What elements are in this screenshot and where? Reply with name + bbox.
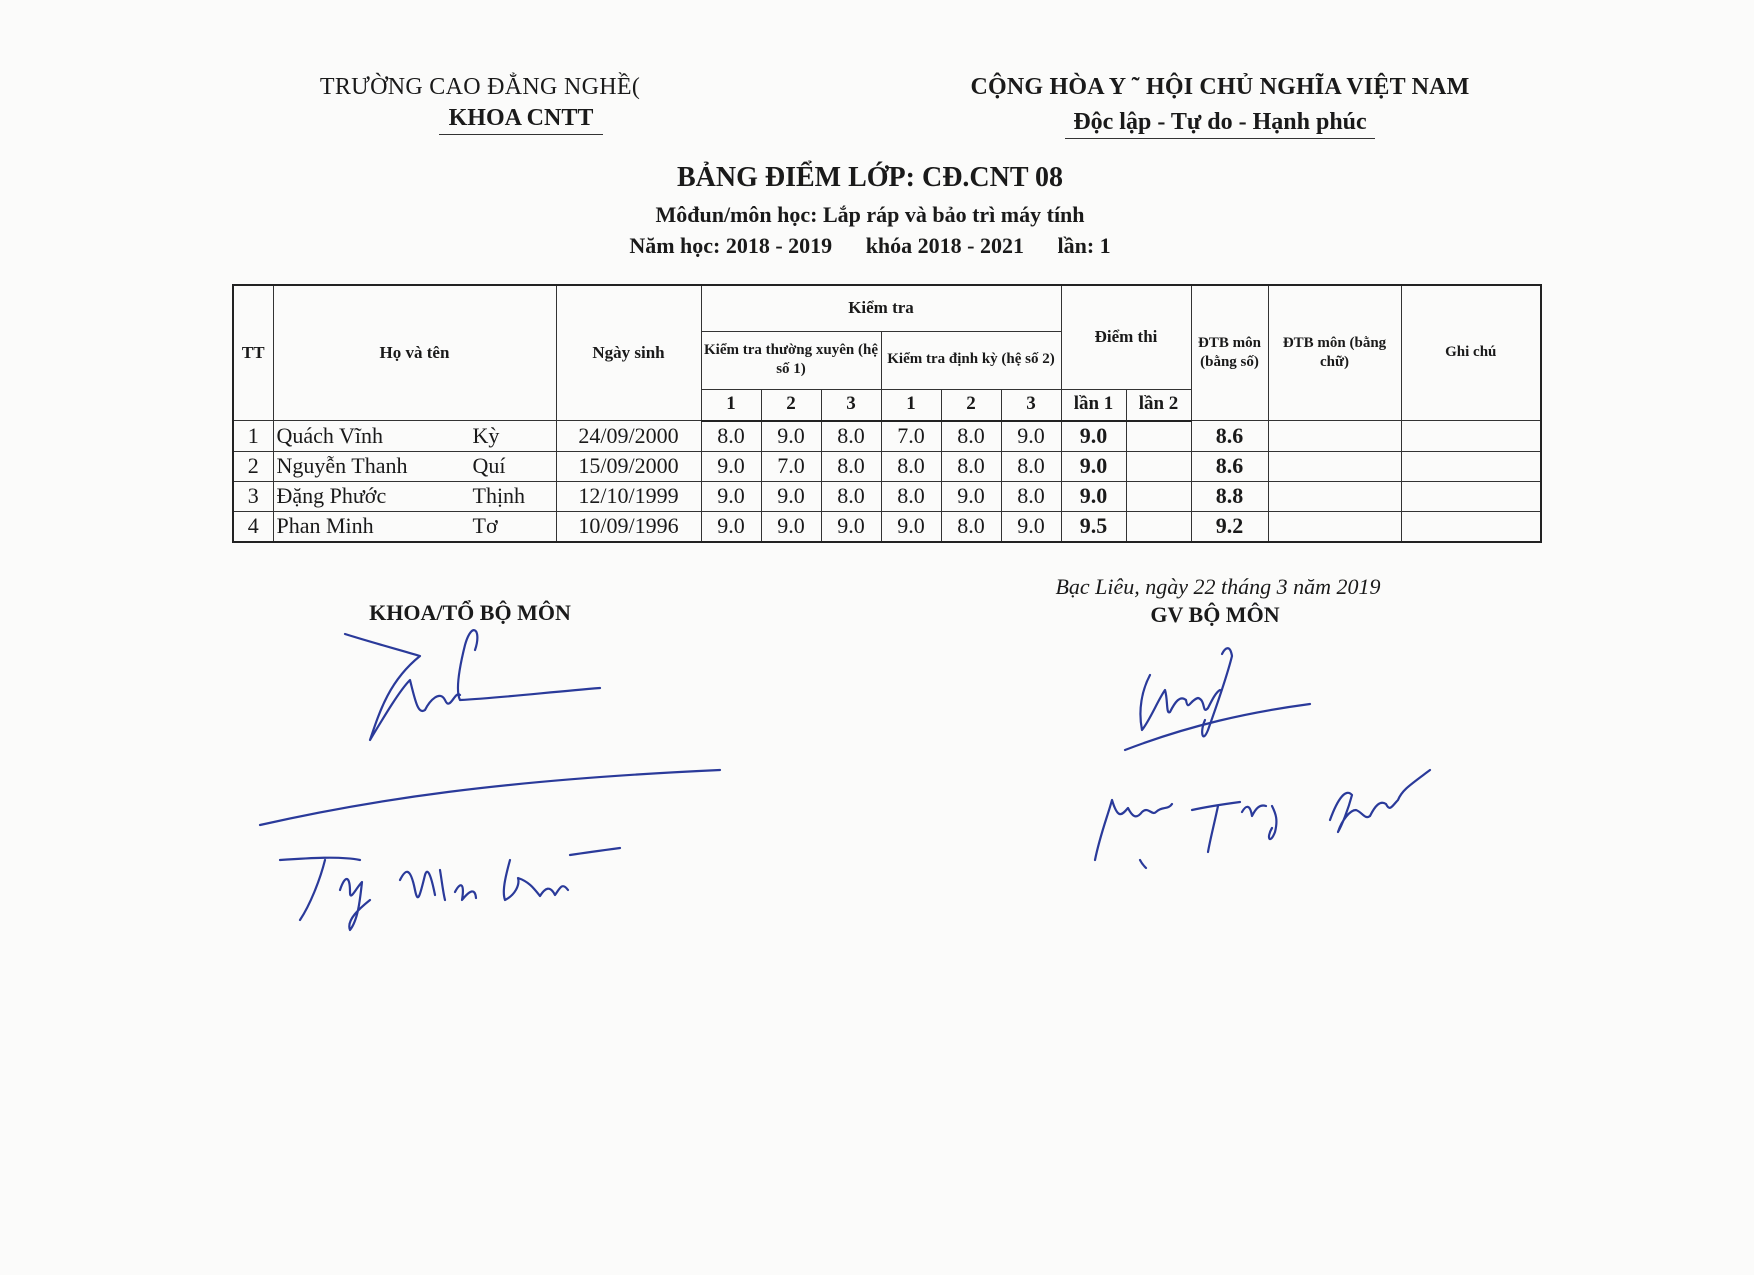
cell-tt: 4 xyxy=(233,511,273,542)
attempt-number: lần: 1 xyxy=(1057,233,1111,258)
school-year: Năm học: 2018 - 2019 xyxy=(629,233,833,258)
cell-dob: 10/09/1996 xyxy=(556,511,701,542)
cell-exam-2 xyxy=(1126,481,1191,511)
cell-periodic-1: 9.0 xyxy=(881,511,941,542)
header-tests: Kiểm tra xyxy=(701,285,1061,331)
cell-periodic-2: 8.0 xyxy=(941,451,1001,481)
cell-last-name: Quí xyxy=(472,453,506,478)
right-signature-title: GV BỘ MÔN xyxy=(1150,602,1280,627)
cell-regular-2: 7.0 xyxy=(761,451,821,481)
cell-exam-2 xyxy=(1126,511,1191,542)
cell-regular-2: 9.0 xyxy=(761,511,821,542)
cell-regular-3: 8.0 xyxy=(821,451,881,481)
school-header xyxy=(300,74,660,135)
header-regular-1: 1 xyxy=(701,389,761,421)
cell-tt: 2 xyxy=(233,451,273,481)
header-periodic-3: 3 xyxy=(1001,389,1061,421)
cell-periodic-3: 9.0 xyxy=(1001,511,1061,542)
cell-dob: 24/09/2000 xyxy=(556,421,701,452)
cell-note xyxy=(1401,451,1541,481)
left-signature xyxy=(250,620,730,940)
cell-avg-text xyxy=(1268,421,1401,452)
cell-note xyxy=(1401,511,1541,542)
table-row xyxy=(233,511,1541,542)
cell-periodic-2: 8.0 xyxy=(941,511,1001,542)
cell-exam-1: 9.5 xyxy=(1061,511,1126,542)
cell-exam-1: 9.0 xyxy=(1061,481,1126,511)
cell-first-name: Đặng Phước xyxy=(276,483,387,508)
cell-exam-1: 9.0 xyxy=(1061,451,1126,481)
department-name: KHOA CNTT xyxy=(439,105,604,135)
header-periodic-tests: Kiểm tra định kỳ (hệ số 2) xyxy=(881,331,1061,389)
document-title: BẢNG ĐIỂM LỚP: CĐ.CNT 08 xyxy=(676,162,1064,193)
cell-name xyxy=(273,451,556,481)
header-periodic-2: 2 xyxy=(941,389,1001,421)
cell-exam-2 xyxy=(1126,421,1191,452)
cell-last-name: Thịnh xyxy=(472,483,526,508)
cell-regular-3: 8.0 xyxy=(821,421,881,452)
header-tt: TT xyxy=(233,285,273,421)
right-signature xyxy=(1080,620,1480,890)
header-dob: Ngày sinh xyxy=(556,285,701,421)
table-row xyxy=(233,421,1541,452)
cell-name xyxy=(273,481,556,511)
cell-regular-3: 9.0 xyxy=(821,511,881,542)
cell-avg-number: 8.6 xyxy=(1191,421,1268,452)
grade-table xyxy=(232,284,1542,543)
school-name: TRƯỜNG CAO ĐẲNG NGHỀ( xyxy=(319,74,641,100)
cell-first-name: Quách Vĩnh xyxy=(276,422,384,448)
cell-note xyxy=(1401,421,1541,452)
cell-periodic-1: 8.0 xyxy=(881,481,941,511)
cell-periodic-1: 7.0 xyxy=(881,421,941,452)
cell-last-name: Kỳ xyxy=(472,422,500,448)
cell-periodic-2: 9.0 xyxy=(941,481,1001,511)
cell-regular-2: 9.0 xyxy=(761,481,821,511)
left-signature-title: KHOA/TỔ BỘ MÔN xyxy=(369,600,571,625)
table-row xyxy=(233,451,1541,481)
cell-regular-1: 9.0 xyxy=(701,481,761,511)
cell-avg-text xyxy=(1268,481,1401,511)
cell-name xyxy=(273,511,556,542)
header-regular-2: 2 xyxy=(761,389,821,421)
cell-periodic-1: 8.0 xyxy=(881,451,941,481)
cell-avg-number: 9.2 xyxy=(1191,511,1268,542)
document-year-line xyxy=(400,233,1340,259)
cell-avg-text xyxy=(1268,451,1401,481)
cell-avg-number: 8.6 xyxy=(1191,451,1268,481)
course-years: khóa 2018 - 2021 xyxy=(865,233,1024,258)
cell-regular-3: 8.0 xyxy=(821,481,881,511)
cell-dob: 15/09/2000 xyxy=(556,451,701,481)
header-note: Ghi chú xyxy=(1401,285,1541,421)
cell-periodic-2: 8.0 xyxy=(941,421,1001,452)
cell-exam-1: 9.0 xyxy=(1061,421,1126,452)
nation-title: CỘNG HÒA Y ˜ HỘI CHỦ NGHĨA VIỆT NAM xyxy=(970,74,1470,100)
cell-last-name: Tơ xyxy=(472,513,498,538)
cell-first-name: Nguyễn Thanh xyxy=(276,453,408,478)
header-avg-text: ĐTB môn (bằng chữ) xyxy=(1268,285,1401,421)
document-subject: Môđun/môn học: Lắp ráp và bảo trì máy tính xyxy=(655,202,1085,227)
cell-regular-1: 8.0 xyxy=(701,421,761,452)
national-motto: Độc lập - Tự do - Hạnh phúc xyxy=(1065,109,1374,139)
header-periodic-1: 1 xyxy=(881,389,941,421)
header-name: Họ và tên xyxy=(273,285,556,421)
cell-avg-text xyxy=(1268,511,1401,542)
header-regular-tests: Kiểm tra thường xuyên (hệ số 1) xyxy=(701,331,881,389)
sign-date-line: Bạc Liêu, ngày 22 tháng 3 năm 2019 xyxy=(1055,574,1381,599)
cell-tt: 3 xyxy=(233,481,273,511)
cell-name xyxy=(273,421,556,452)
header-exam-attempt-2: lần 2 xyxy=(1126,389,1191,421)
header-exam-attempt-1: lần 1 xyxy=(1061,389,1126,421)
header-regular-3: 3 xyxy=(821,389,881,421)
cell-regular-2: 9.0 xyxy=(761,421,821,452)
nation-header xyxy=(940,74,1500,139)
header-avg-number: ĐTB môn (bằng số) xyxy=(1191,285,1268,421)
cell-regular-1: 9.0 xyxy=(701,451,761,481)
cell-note xyxy=(1401,481,1541,511)
table-row xyxy=(233,481,1541,511)
cell-avg-number: 8.8 xyxy=(1191,481,1268,511)
cell-periodic-3: 8.0 xyxy=(1001,451,1061,481)
cell-periodic-3: 9.0 xyxy=(1001,421,1061,452)
cell-first-name: Phan Minh xyxy=(276,513,374,538)
cell-periodic-3: 8.0 xyxy=(1001,481,1061,511)
cell-exam-2 xyxy=(1126,451,1191,481)
cell-dob: 12/10/1999 xyxy=(556,481,701,511)
header-exam: Điểm thi xyxy=(1061,285,1191,389)
cell-tt: 1 xyxy=(233,421,273,452)
cell-regular-1: 9.0 xyxy=(701,511,761,542)
